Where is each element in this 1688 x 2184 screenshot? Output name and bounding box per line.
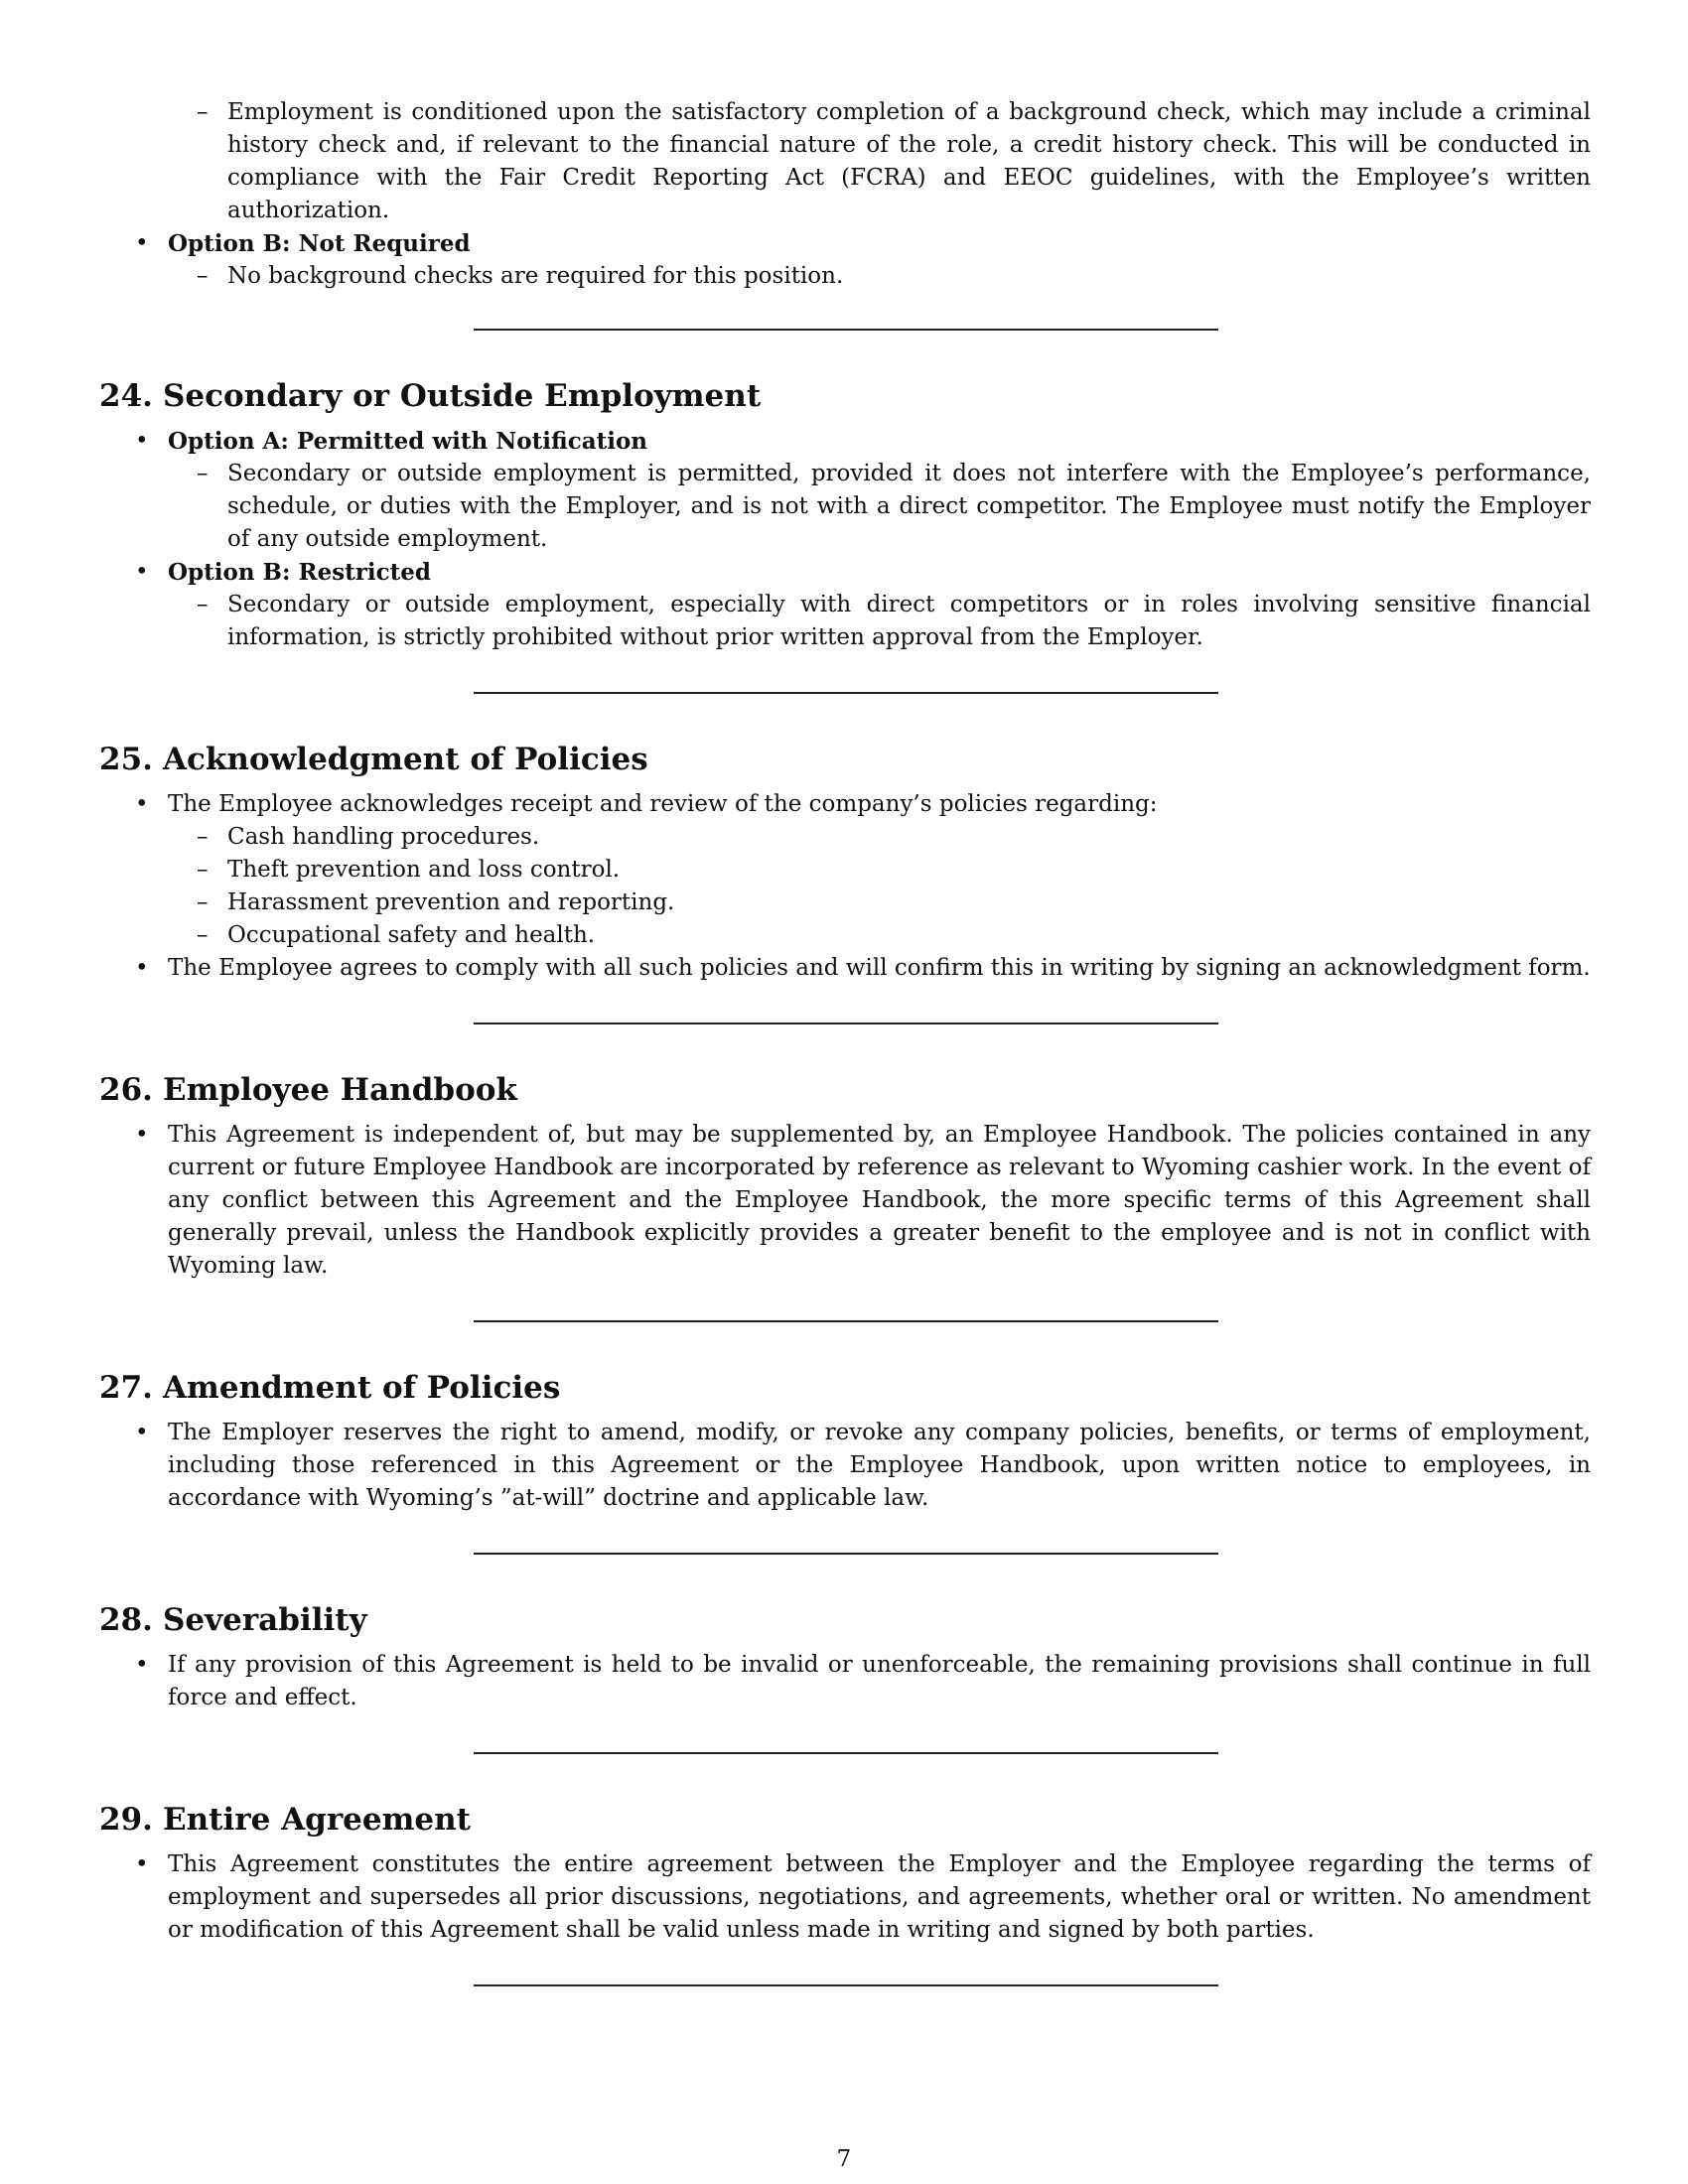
s25-intro: The Employee acknowledges receipt and review of the company’s policies regarding: [168,791,1158,817]
list-item [99,854,1591,887]
section-divider [474,1023,1218,1024]
section-heading: 28. Severability [99,1602,367,1638]
list-item [99,556,1591,589]
bullet-marker: • [135,1652,149,1678]
bullet-marker: • [135,428,149,454]
list-item [99,821,1591,854]
list-item [99,788,1591,821]
bullet-marker: • [135,559,149,585]
bullet-marker: • [135,955,149,981]
s24-optB-label: Option B: Restricted [168,559,432,586]
page-number: 7 [836,2146,852,2172]
dash-marker: – [197,922,209,948]
list-item [99,96,1591,227]
section-divider [474,329,1218,331]
list-item [99,887,1591,919]
section-divider [474,1553,1218,1555]
s25-policy-item: Harassment prevention and reporting. [227,889,675,915]
section-divider [474,1320,1218,1322]
bullet-marker: • [135,230,149,256]
list-item [99,260,1591,293]
list-item [99,919,1591,952]
s25-policy-item: Cash handling procedures. [227,824,540,850]
section-divider [474,1752,1218,1754]
dash-marker: – [197,857,209,883]
section23-optA-text: Employment is conditioned upon the satisfactory completion of a background check, which may include a criminal history check and, if relevant to the financial nature of the role, a credit history check. This will be conducted in compliance with the Fair Credit Reporting Act (FCRA) and EEOC guidelines, with the Employee’s written authorization. [227,99,1591,223]
dash-marker: – [197,461,209,486]
s26-text: This Agreement is independent of, but may be supplemented by, an Employee Handbook. The policies contained in any current or future Employee Handbook are incorporated by reference as relevant to Wyoming cashier work. In the event of any conflict between this Agreement and the Employee Handbook, the more specific terms of this Agreement shall generally prevail, unless the Handbook explicitly provides a greater benefit to the employee and is not in conflict with Wyoming law. [168,1122,1591,1279]
list-item [99,1119,1591,1283]
section-heading: 24. Secondary or Outside Employment [99,378,762,414]
s25-policy-item: Theft prevention and loss control. [227,857,621,883]
s28-text: If any provision of this Agreement is held to be invalid or unenforceable, the remaining provisions shall continue in full force and effect. [168,1652,1591,1710]
bullet-marker: • [135,791,149,817]
s24-optA-text: Secondary or outside employment is permitted, provided it does not interfere with the Employee’s performance, schedule, or duties with the Employer, and is not with a direct competitor. The Employee must notify the Employer of any outside employment. [227,461,1591,552]
list-item [99,458,1591,556]
list-item [99,425,1591,458]
dash-marker: – [197,889,209,915]
s25-agree: The Employee agrees to comply with all such policies and will confirm this in writing by signing an acknowledgment form. [168,955,1591,981]
s24-optA-label: Option A: Permitted with Notification [168,428,648,455]
section23-optB-label: Option B: Not Required [168,230,471,257]
bullet-marker: • [135,1122,149,1148]
section-heading: 27. Amendment of Policies [99,1370,561,1406]
list-item [99,589,1591,654]
dash-marker: – [197,824,209,850]
dash-marker: – [197,99,209,125]
dash-marker: – [197,592,209,617]
bullet-marker: • [135,1851,149,1877]
s27-text: The Employer reserves the right to amend, modify, or revoke any company policies, benefits, or terms of employment, including those referenced in this Agreement or the Employee Handbook, upon written notice to employees, in accordance with Wyoming’s ”at-will” doctrine and applicable law. [168,1420,1591,1511]
s24-optB-text: Secondary or outside employment, especially with direct competitors or in roles involving sensitive financial information, is strictly prohibited without prior written approval from the Employer. [227,592,1591,650]
section-divider [474,1984,1218,1986]
s29-text: This Agreement constitutes the entire agreement between the Employer and the Employee regarding the terms of employment and supersedes all prior discussions, negotiations, and agreements, whether oral or written. No amendment or modification of this Agreement shall be valid unless made in writing and signed by both parties. [168,1851,1591,1943]
section-heading: 26. Employee Handbook [99,1072,517,1108]
section-heading: 25. Acknowledgment of Policies [99,742,648,777]
s25-policy-item: Occupational safety and health. [227,922,596,948]
dash-marker: – [197,263,209,289]
list-item [99,952,1591,985]
list-item [99,227,1591,260]
bullet-marker: • [135,1420,149,1445]
section23-optB-text: No background checks are required for this position. [227,263,844,289]
section-divider [474,692,1218,694]
page-content [99,96,1591,1986]
section-heading: 29. Entire Agreement [99,1802,471,1838]
list-item [99,1649,1591,1714]
list-item [99,1848,1591,1947]
list-item [99,1417,1591,1515]
